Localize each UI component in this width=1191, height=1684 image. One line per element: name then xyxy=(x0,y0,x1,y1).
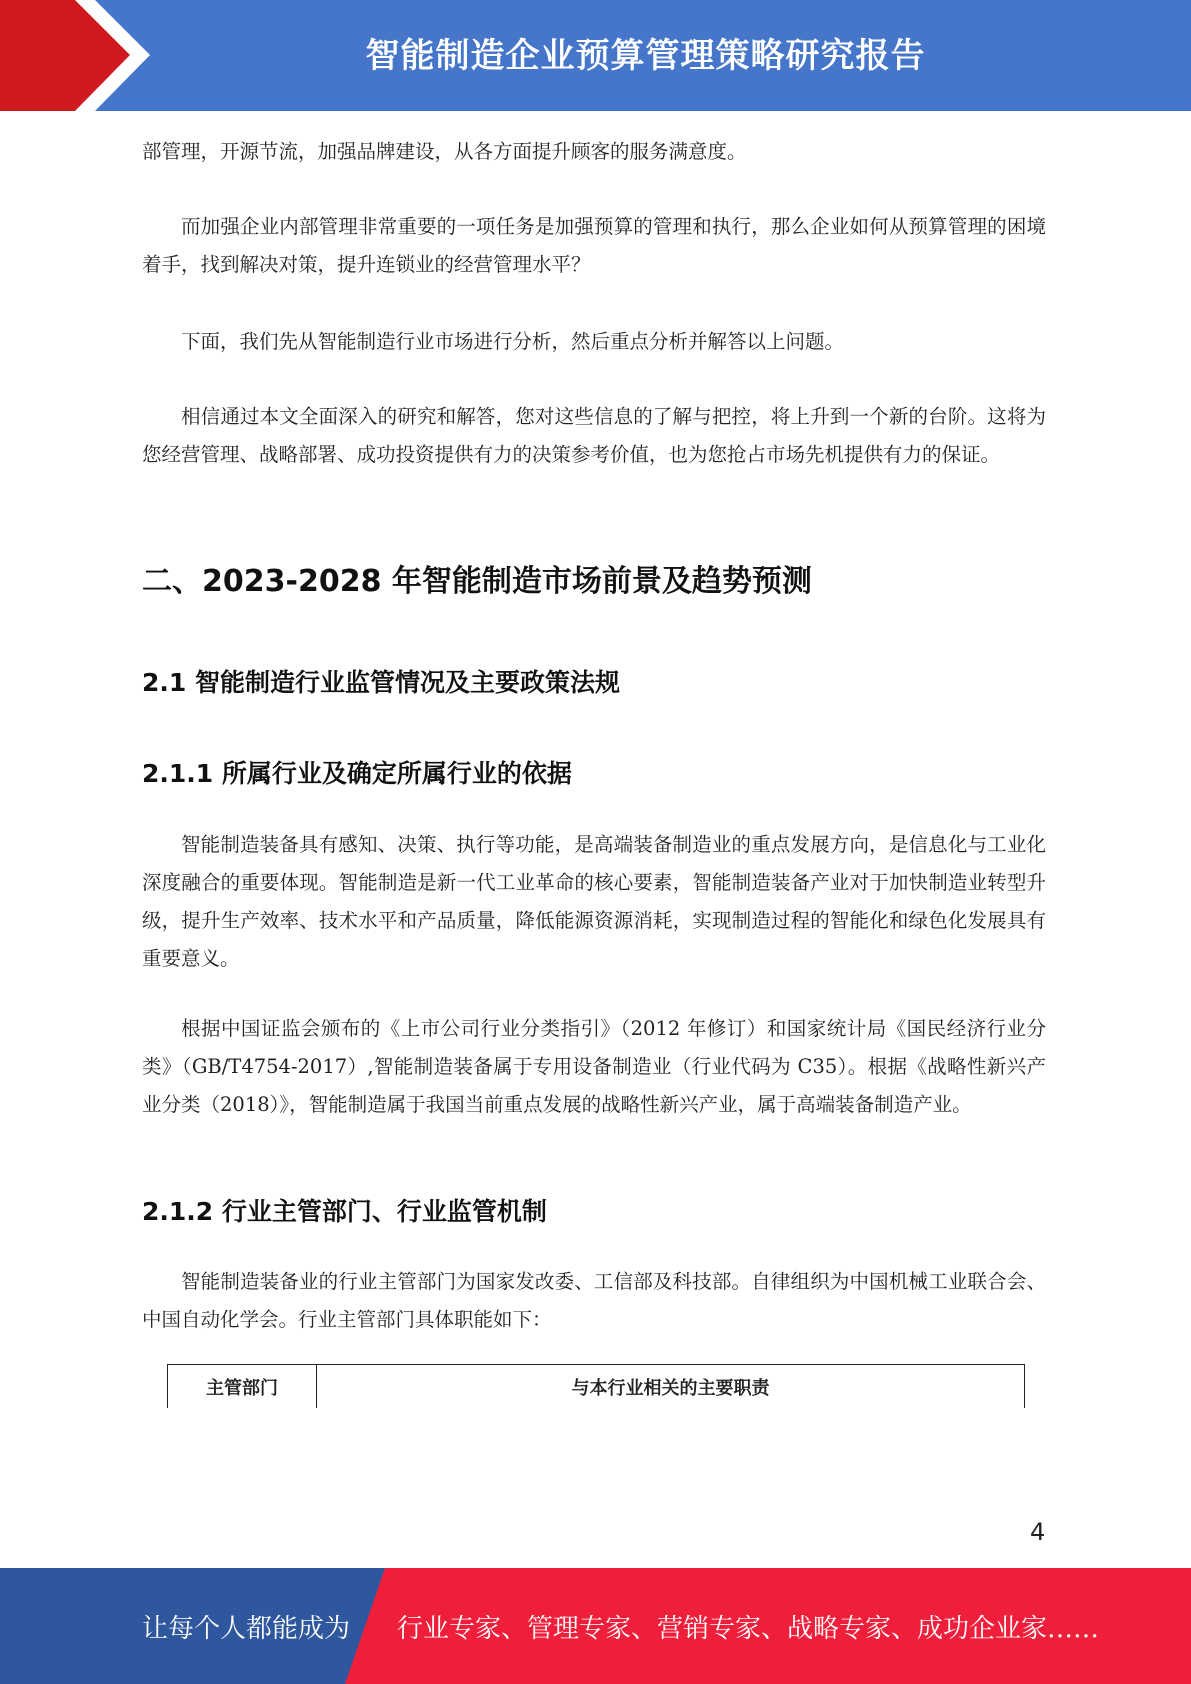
footer-slogan-left: 让每个人都能成为 xyxy=(142,1613,351,1644)
paragraph-2: 而加强企业内部管理非常重要的一项任务是加强预算的管理和执行，那么企业如何从预算管理的困境着手，找到解决对策，提升连锁业的经营管理水平？ xyxy=(142,215,1046,276)
table-header-cell xyxy=(317,1365,1024,1408)
page-number: 4 xyxy=(1030,1518,1046,1546)
footer-banner xyxy=(0,1568,1191,1684)
subsection-heading-2-1: 2.1 智能制造行业监管情况及主要政策法规 xyxy=(142,668,620,697)
paragraph-3: 下面，我们先从智能制造行业市场进行分析，然后重点分析并解答以上问题。 xyxy=(181,330,845,353)
table-header-department: 主管部门 xyxy=(206,1377,278,1399)
table-header-cell xyxy=(168,1365,317,1408)
section-heading-2: 二、2023-2028 年智能制造市场前景及趋势预测 xyxy=(142,564,812,599)
subsection-heading-2-1-2: 2.1.2 行业主管部门、行业监管机制 xyxy=(142,1197,547,1226)
paragraph-6: 根据中国证监会颁布的《上市公司行业分类指引》（2012 年修订）和国家统计局《国民经济行业分类》（GB/T4754-2017）,智能制造装备属于专用设备制造业（行业代码为 C35）。根据《战略性新兴产业分类（2018）》，智能制造属于我国当前重点发展的战略性新兴产业，属于高端装备制造产业。 xyxy=(142,1017,1046,1116)
department-duties-table xyxy=(167,1364,1025,1408)
subsection-heading-2-1-1: 2.1.1 所属行业及确定所属行业的依据 xyxy=(142,759,572,788)
paragraph-7: 智能制造装备业的行业主管部门为国家发改委、工信部及科技部。自律组织为中国机械工业联合会、中国自动化学会。行业主管部门具体职能如下： xyxy=(142,1270,1046,1331)
report-title: 智能制造企业预算管理策略研究报告 xyxy=(365,35,926,76)
paragraph-4: 相信通过本文全面深入的研究和解答，您对这些信息的了解与把控，将上升到一个新的台阶。这将为您经营管理、战略部署、成功投资提供有力的决策参考价值，也为您抢占市场先机提供有力的保证。 xyxy=(142,405,1046,466)
header-banner xyxy=(0,0,1191,111)
footer-slogan-right: 行业专家、管理专家、营销专家、战略专家、成功企业家…… xyxy=(397,1613,1100,1644)
table-header-duties: 与本行业相关的主要职责 xyxy=(571,1377,770,1399)
paragraph-5: 智能制造装备具有感知、决策、执行等功能，是高端装备制造业的重点发展方向，是信息化与工业化深度融合的重要体现。智能制造是新一代工业革命的核心要素，智能制造装备产业对于加快制造业转型升级，提升生产效率、技术水平和产品质量，降低能源资源消耗，实现制造过程的智能化和绿色化发展具有重要意义。 xyxy=(142,833,1046,970)
paragraph-1: 部管理，开源节流，加强品牌建设，从各方面提升顾客的服务满意度。 xyxy=(142,140,747,163)
